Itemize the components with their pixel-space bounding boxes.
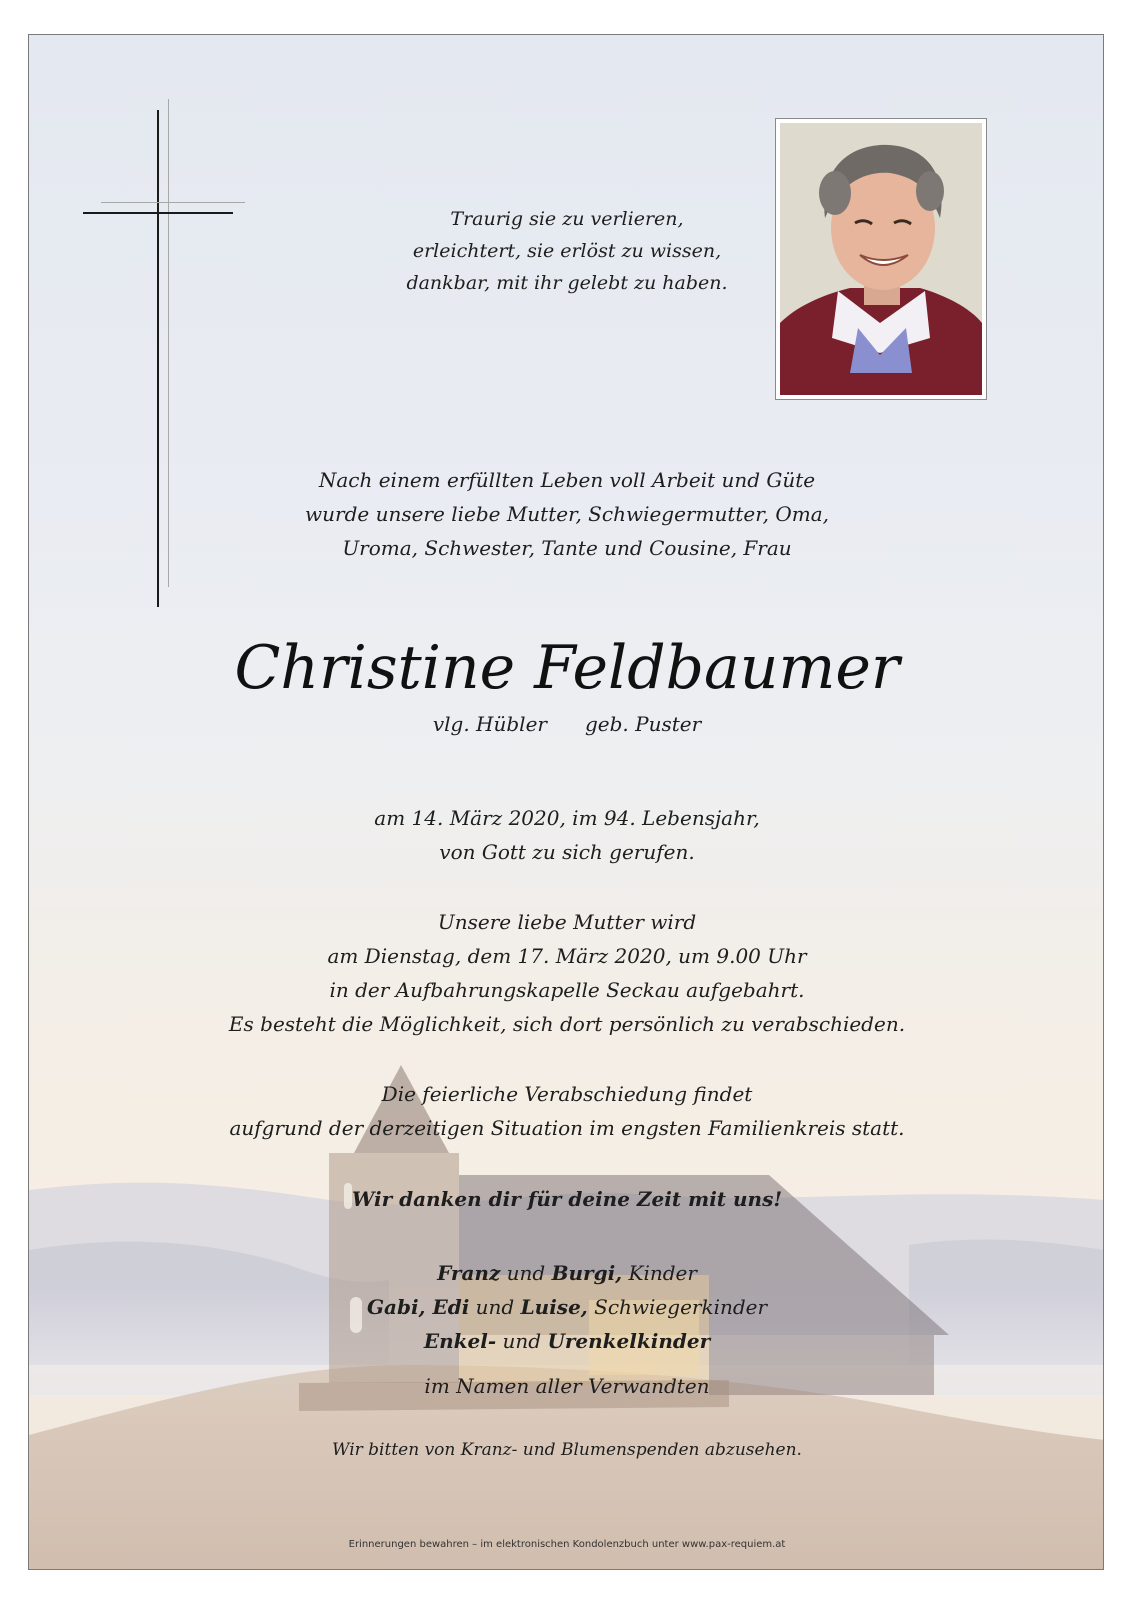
footer-condolence-link: Erinnerungen bewahren – im elektronischen Kondolenzbuch unter www.pax-requiem.at — [348, 1539, 786, 1550]
deceased-aliases — [29, 709, 1104, 739]
family-list — [29, 1256, 1104, 1358]
alias-name: vlg. Hübler — [432, 712, 547, 736]
family-conjunction: und — [506, 1261, 546, 1285]
ceremony-line: Die feierliche Verabschiedung findet — [381, 1082, 753, 1106]
birth-name: geb. Puster — [584, 712, 702, 736]
death-line: am 14. März 2020, im 94. Lebensjahr, — [374, 806, 760, 830]
death-notice — [29, 801, 1104, 869]
family-line-children — [29, 1256, 1104, 1290]
relatives-line: im Namen aller Verwandten — [424, 1374, 710, 1398]
quote-line: Traurig sie zu verlieren, — [450, 208, 684, 230]
intro-line: Uroma, Schwester, Tante und Cousine, Frau — [342, 536, 792, 560]
family-name: Luise, — [520, 1295, 588, 1319]
intro-line: wurde unsere liebe Mutter, Schwiegermutter, Oma, — [305, 502, 829, 526]
viewing-line: am Dienstag, dem 17. März 2020, um 9.00 Uhr — [327, 944, 807, 968]
family-conjunction: und — [475, 1295, 515, 1319]
family-line-grandchildren — [29, 1324, 1104, 1358]
thanks-line: Wir danken dir für deine Zeit mit uns! — [351, 1187, 783, 1211]
family-name: Franz — [437, 1261, 501, 1285]
family-role: Kinder — [628, 1261, 697, 1285]
ceremony-notice — [29, 1077, 1104, 1145]
viewing-line: in der Aufbahrungskapelle Seckau aufgebahrt. — [329, 978, 805, 1002]
parte-card — [28, 34, 1104, 1570]
quote-line: erleichtert, sie erlöst zu wissen, — [412, 240, 722, 262]
family-line-in-laws — [29, 1290, 1104, 1324]
family-name: Burgi, — [551, 1261, 623, 1285]
viewing-line: Unsere liebe Mutter wird — [437, 910, 697, 934]
family-name: Gabi, Edi — [366, 1295, 470, 1319]
viewing-line: Es besteht die Möglichkeit, sich dort persönlich zu verabschieden. — [228, 1012, 906, 1036]
family-role: Schwiegerkinder — [594, 1295, 768, 1319]
quote-line: dankbar, mit ihr gelebt zu haben. — [406, 272, 728, 294]
intro-line: Nach einem erfüllten Leben voll Arbeit und Güte — [318, 468, 816, 492]
ceremony-line: aufgrund der derzeitigen Situation im engsten Familienkreis statt. — [229, 1116, 905, 1140]
family-name: Enkel- — [423, 1329, 497, 1353]
family-name: Urenkelkinder — [547, 1329, 711, 1353]
death-line: von Gott zu sich gerufen. — [439, 840, 695, 864]
viewing-notice — [29, 905, 1104, 1041]
quote-block — [29, 203, 1104, 299]
family-conjunction: und — [502, 1329, 542, 1353]
donation-note: Wir bitten von Kranz- und Blumenspenden abzusehen. — [332, 1440, 802, 1460]
intro-block — [29, 463, 1104, 565]
deceased-name: Christine Feldbaumer — [234, 633, 900, 703]
